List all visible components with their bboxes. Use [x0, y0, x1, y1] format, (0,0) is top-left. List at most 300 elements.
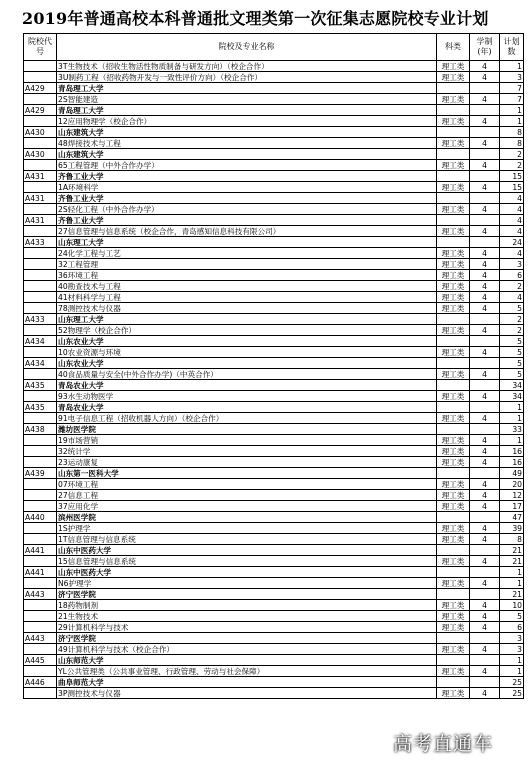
years: 4 — [470, 666, 500, 677]
major-name: 32工程管理 — [57, 259, 437, 270]
school-name: 齐鲁工业大学 — [57, 171, 437, 182]
school-code — [24, 413, 57, 424]
major-name: 48焊接技术与工程 — [57, 138, 437, 149]
category — [437, 545, 470, 556]
plan-count: 3 — [500, 633, 524, 644]
major-row — [24, 325, 524, 336]
school-name: 济宁医学院 — [57, 633, 437, 644]
years: 4 — [470, 435, 500, 446]
school-row — [24, 567, 524, 578]
major-name: 36环境工程 — [57, 270, 437, 281]
school-code — [24, 259, 57, 270]
major-row — [24, 116, 524, 127]
category — [437, 380, 470, 391]
plan-count: 1 — [500, 567, 524, 578]
years: 4 — [470, 226, 500, 237]
major-row — [24, 281, 524, 292]
school-code — [24, 523, 57, 534]
years — [470, 314, 500, 325]
school-code: A443 — [24, 589, 57, 600]
school-row — [24, 171, 524, 182]
major-row — [24, 490, 524, 501]
school-code — [24, 479, 57, 490]
major-name: N6护理学 — [57, 578, 437, 589]
years — [470, 149, 500, 160]
category: 理工类 — [437, 600, 470, 611]
school-code: A441 — [24, 567, 57, 578]
table-header — [24, 34, 524, 61]
years: 4 — [470, 72, 500, 83]
plan-count: 8 — [500, 138, 524, 149]
category: 理工类 — [437, 391, 470, 402]
major-name: 07环境工程 — [57, 479, 437, 490]
school-code: A429 — [24, 83, 57, 94]
years: 4 — [470, 413, 500, 424]
school-row — [24, 336, 524, 347]
category: 理工类 — [437, 490, 470, 501]
school-code — [24, 116, 57, 127]
school-code: A430 — [24, 149, 57, 160]
major-row — [24, 138, 524, 149]
major-name: 3T生物技术（招收生物活性物质制备与研发方向）（校企合作） — [57, 61, 437, 72]
years — [470, 83, 500, 94]
plan-count: 5 — [500, 369, 524, 380]
years: 4 — [470, 611, 500, 622]
years — [470, 589, 500, 600]
major-row — [24, 94, 524, 105]
years: 4 — [470, 182, 500, 193]
school-code: A433 — [24, 237, 57, 248]
plan-count: 2 — [500, 325, 524, 336]
years: 4 — [470, 259, 500, 270]
category: 理工类 — [437, 435, 470, 446]
plan-count: 15 — [500, 171, 524, 182]
major-row — [24, 644, 524, 655]
plan-count: 4 — [500, 193, 524, 204]
school-name: 青岛农业大学 — [57, 402, 437, 413]
plan-count: 7 — [500, 94, 524, 105]
plan-count: 1 — [500, 578, 524, 589]
school-name: 山东建筑大学 — [57, 127, 437, 138]
major-row — [24, 534, 524, 545]
major-row — [24, 391, 524, 402]
school-name: 山东建筑大学 — [57, 149, 437, 160]
years — [470, 633, 500, 644]
years: 4 — [470, 534, 500, 545]
major-name: 15信息管理与信息系统 — [57, 556, 437, 567]
school-name: 青岛农业大学 — [57, 380, 437, 391]
years: 4 — [470, 270, 500, 281]
category: 理工类 — [437, 347, 470, 358]
years — [470, 127, 500, 138]
school-code: A445 — [24, 655, 57, 666]
major-name: 91电子信息工程（招收机器人方向）（校企合作） — [57, 413, 437, 424]
major-row — [24, 259, 524, 270]
category — [437, 314, 470, 325]
major-row — [24, 204, 524, 215]
major-row — [24, 501, 524, 512]
header-school-code: 院校代号 — [24, 34, 57, 61]
major-row — [24, 226, 524, 237]
school-code — [24, 534, 57, 545]
school-code: A431 — [24, 193, 57, 204]
major-name: 29计算机科学与技术 — [57, 622, 437, 633]
category: 理工类 — [437, 688, 470, 699]
school-name: 山东中医药大学 — [57, 545, 437, 556]
school-name: 曲阜师范大学 — [57, 677, 437, 688]
plan-count: 1 — [500, 105, 524, 116]
major-row — [24, 72, 524, 83]
category: 理工类 — [437, 259, 470, 270]
school-code: A435 — [24, 380, 57, 391]
category — [437, 83, 470, 94]
school-code: A441 — [24, 545, 57, 556]
category — [437, 105, 470, 116]
school-name: 济宁医学院 — [57, 589, 437, 600]
category — [437, 633, 470, 644]
major-row — [24, 622, 524, 633]
school-row — [24, 402, 524, 413]
school-code: A446 — [24, 677, 57, 688]
school-code — [24, 446, 57, 457]
school-name: 山东师范大学 — [57, 655, 437, 666]
school-name: 青岛理工大学 — [57, 83, 437, 94]
plan-count: 1 — [500, 655, 524, 666]
plan-count: 1 — [500, 435, 524, 446]
school-code — [24, 182, 57, 193]
category: 理工类 — [437, 413, 470, 424]
major-name: 24化学工程与工艺 — [57, 248, 437, 259]
years: 4 — [470, 501, 500, 512]
plan-count: 5 — [500, 303, 524, 314]
plan-count: 15 — [500, 182, 524, 193]
school-code — [24, 347, 57, 358]
category: 理工类 — [437, 644, 470, 655]
category — [437, 402, 470, 413]
major-name: 32统计学 — [57, 446, 437, 457]
major-row — [24, 523, 524, 534]
major-row — [24, 270, 524, 281]
years: 4 — [470, 523, 500, 534]
major-name: 3U制药工程（招收药物开发与一致性评价方向）（校企合作） — [57, 72, 437, 83]
category: 理工类 — [437, 270, 470, 281]
major-row — [24, 479, 524, 490]
major-row — [24, 457, 524, 468]
school-code — [24, 226, 57, 237]
category — [437, 237, 470, 248]
category: 理工类 — [437, 138, 470, 149]
years — [470, 512, 500, 523]
years: 4 — [470, 622, 500, 633]
school-name: 青岛理工大学 — [57, 105, 437, 116]
school-row — [24, 380, 524, 391]
years: 4 — [470, 490, 500, 501]
header-school-and-major: 院校及专业名称 — [57, 34, 437, 61]
plan-count: 2 — [500, 160, 524, 171]
plan-count: 5 — [500, 611, 524, 622]
school-code — [24, 94, 57, 105]
school-code — [24, 688, 57, 699]
major-name: 65工程管理（中外合作办学） — [57, 160, 437, 171]
major-name: 1S护理学 — [57, 523, 437, 534]
major-row — [24, 303, 524, 314]
school-row — [24, 655, 524, 666]
plan-count: 24 — [500, 237, 524, 248]
school-name: 齐鲁工业大学 — [57, 215, 437, 226]
school-row — [24, 545, 524, 556]
years: 4 — [470, 292, 500, 303]
category — [437, 468, 470, 479]
plan-count: 33 — [500, 424, 524, 435]
years — [470, 677, 500, 688]
plan-count: 3 — [500, 644, 524, 655]
years: 4 — [470, 644, 500, 655]
school-row — [24, 677, 524, 688]
school-code: A435 — [24, 402, 57, 413]
school-code — [24, 501, 57, 512]
plan-count: 25 — [500, 677, 524, 688]
major-row — [24, 578, 524, 589]
category — [437, 567, 470, 578]
school-code — [24, 61, 57, 72]
category: 理工类 — [437, 94, 470, 105]
school-row — [24, 193, 524, 204]
plan-count: 16 — [500, 457, 524, 468]
category — [437, 358, 470, 369]
watermark: 高考直通车 — [393, 733, 494, 755]
category: 理工类 — [437, 116, 470, 127]
plan-count: 47 — [500, 512, 524, 523]
school-code: A443 — [24, 633, 57, 644]
category: 理工类 — [437, 281, 470, 292]
years: 4 — [470, 391, 500, 402]
major-name: 3P测控技术与仪器 — [57, 688, 437, 699]
enrollment-plan-table — [23, 33, 524, 699]
plan-count: 17 — [500, 501, 524, 512]
years — [470, 402, 500, 413]
school-code: A431 — [24, 215, 57, 226]
years — [470, 424, 500, 435]
major-name: YL公共管理类（公共事业管理、行政管理、劳动与社会保障） — [57, 666, 437, 677]
school-row — [24, 358, 524, 369]
years: 4 — [470, 160, 500, 171]
school-row — [24, 589, 524, 600]
major-row — [24, 611, 524, 622]
header-plan-count: 计划数 — [500, 34, 524, 61]
plan-count: 2 — [500, 281, 524, 292]
school-row — [24, 127, 524, 138]
category: 理工类 — [437, 578, 470, 589]
school-code — [24, 490, 57, 501]
school-code — [24, 369, 57, 380]
years: 4 — [470, 138, 500, 149]
category — [437, 127, 470, 138]
school-code — [24, 292, 57, 303]
years — [470, 237, 500, 248]
school-code: A439 — [24, 468, 57, 479]
school-code — [24, 204, 57, 215]
school-name: 潍坊医学院 — [57, 424, 437, 435]
school-code: A431 — [24, 171, 57, 182]
school-row — [24, 424, 524, 435]
school-name: 山东农业大学 — [57, 336, 437, 347]
major-name: 2S智能建造 — [57, 94, 437, 105]
school-row — [24, 215, 524, 226]
years: 4 — [470, 303, 500, 314]
school-row — [24, 237, 524, 248]
table-body — [24, 61, 524, 699]
school-code — [24, 600, 57, 611]
school-code — [24, 556, 57, 567]
major-name: 23运动康复 — [57, 457, 437, 468]
plan-count: 16 — [500, 446, 524, 457]
plan-count: 6 — [500, 622, 524, 633]
plan-count: 4 — [500, 204, 524, 215]
school-code: A434 — [24, 336, 57, 347]
major-name: 21生物技术 — [57, 611, 437, 622]
plan-count: 49 — [500, 468, 524, 479]
major-name: 27信息工程 — [57, 490, 437, 501]
major-name: 1A环境科学 — [57, 182, 437, 193]
plan-count: 7 — [500, 83, 524, 94]
plan-count: 12 — [500, 490, 524, 501]
plan-count: 1 — [500, 116, 524, 127]
category: 理工类 — [437, 182, 470, 193]
years: 4 — [470, 688, 500, 699]
years — [470, 215, 500, 226]
years: 4 — [470, 347, 500, 358]
years: 4 — [470, 457, 500, 468]
category: 理工类 — [437, 369, 470, 380]
category: 理工类 — [437, 457, 470, 468]
school-code — [24, 325, 57, 336]
school-code: A430 — [24, 127, 57, 138]
major-name: 52物理学（校企合作） — [57, 325, 437, 336]
plan-count: 4 — [500, 292, 524, 303]
school-code: A438 — [24, 424, 57, 435]
plan-count: 5 — [500, 336, 524, 347]
major-name: 93水生动物医学 — [57, 391, 437, 402]
years — [470, 171, 500, 182]
category — [437, 512, 470, 523]
page-title: 2019年普通高校本科普通批文理类第一次征集志愿院校专业计划 — [22, 9, 489, 28]
category: 理工类 — [437, 611, 470, 622]
category: 理工类 — [437, 501, 470, 512]
school-name: 齐鲁工业大学 — [57, 193, 437, 204]
school-code: A429 — [24, 105, 57, 116]
years: 4 — [470, 281, 500, 292]
plan-count: 1 — [500, 61, 524, 72]
major-row — [24, 292, 524, 303]
major-row — [24, 688, 524, 699]
years: 4 — [470, 248, 500, 259]
years: 4 — [470, 446, 500, 457]
school-code — [24, 435, 57, 446]
school-code — [24, 391, 57, 402]
years: 4 — [470, 61, 500, 72]
years — [470, 567, 500, 578]
school-code — [24, 160, 57, 171]
years: 4 — [470, 578, 500, 589]
school-row — [24, 149, 524, 160]
plan-count: 1 — [500, 402, 524, 413]
plan-count: 3 — [500, 259, 524, 270]
major-name: 27信息管理与信息系统（校企合作，青岛感知信息科技有限公司） — [57, 226, 437, 237]
category — [437, 655, 470, 666]
major-name: 2S轻化工程（中外合作办学） — [57, 204, 437, 215]
years: 4 — [470, 94, 500, 105]
major-row — [24, 347, 524, 358]
major-row — [24, 182, 524, 193]
years: 4 — [470, 479, 500, 490]
major-name: 12应用物理学（校企合作） — [57, 116, 437, 127]
years: 4 — [470, 116, 500, 127]
category: 理工类 — [437, 160, 470, 171]
plan-count: 3 — [500, 72, 524, 83]
major-name: 40勘查技术与工程 — [57, 281, 437, 292]
category: 理工类 — [437, 325, 470, 336]
major-name: 40食品质量与安全(中外合作办学)（中英合作） — [57, 369, 437, 380]
school-code — [24, 248, 57, 259]
school-name: 山东理工大学 — [57, 314, 437, 325]
category: 理工类 — [437, 622, 470, 633]
years — [470, 380, 500, 391]
plan-count: 1 — [500, 666, 524, 677]
major-name: 78测控技术与仪器 — [57, 303, 437, 314]
category: 理工类 — [437, 479, 470, 490]
major-row — [24, 369, 524, 380]
category: 理工类 — [437, 666, 470, 677]
school-code: A440 — [24, 512, 57, 523]
major-name: 37应用化学 — [57, 501, 437, 512]
school-row — [24, 83, 524, 94]
category — [437, 215, 470, 226]
years — [470, 193, 500, 204]
plan-count: 4 — [500, 215, 524, 226]
school-row — [24, 633, 524, 644]
major-row — [24, 413, 524, 424]
header-category: 科类 — [437, 34, 470, 61]
major-row — [24, 556, 524, 567]
major-name: 18药物制剂 — [57, 600, 437, 611]
school-code — [24, 666, 57, 677]
years — [470, 468, 500, 479]
school-code — [24, 644, 57, 655]
plan-count: 2 — [500, 149, 524, 160]
plan-count: 4 — [500, 248, 524, 259]
plan-count: 5 — [500, 358, 524, 369]
school-code — [24, 270, 57, 281]
category: 理工类 — [437, 446, 470, 457]
years: 4 — [470, 600, 500, 611]
category: 理工类 — [437, 72, 470, 83]
category — [437, 171, 470, 182]
years — [470, 655, 500, 666]
major-row — [24, 435, 524, 446]
years — [470, 105, 500, 116]
major-row — [24, 248, 524, 259]
school-code — [24, 457, 57, 468]
category — [437, 677, 470, 688]
plan-count: 21 — [500, 556, 524, 567]
plan-count: 5 — [500, 347, 524, 358]
category: 理工类 — [437, 303, 470, 314]
years — [470, 358, 500, 369]
plan-count: 1 — [500, 413, 524, 424]
school-code: A434 — [24, 358, 57, 369]
plan-count: 34 — [500, 380, 524, 391]
major-row — [24, 666, 524, 677]
